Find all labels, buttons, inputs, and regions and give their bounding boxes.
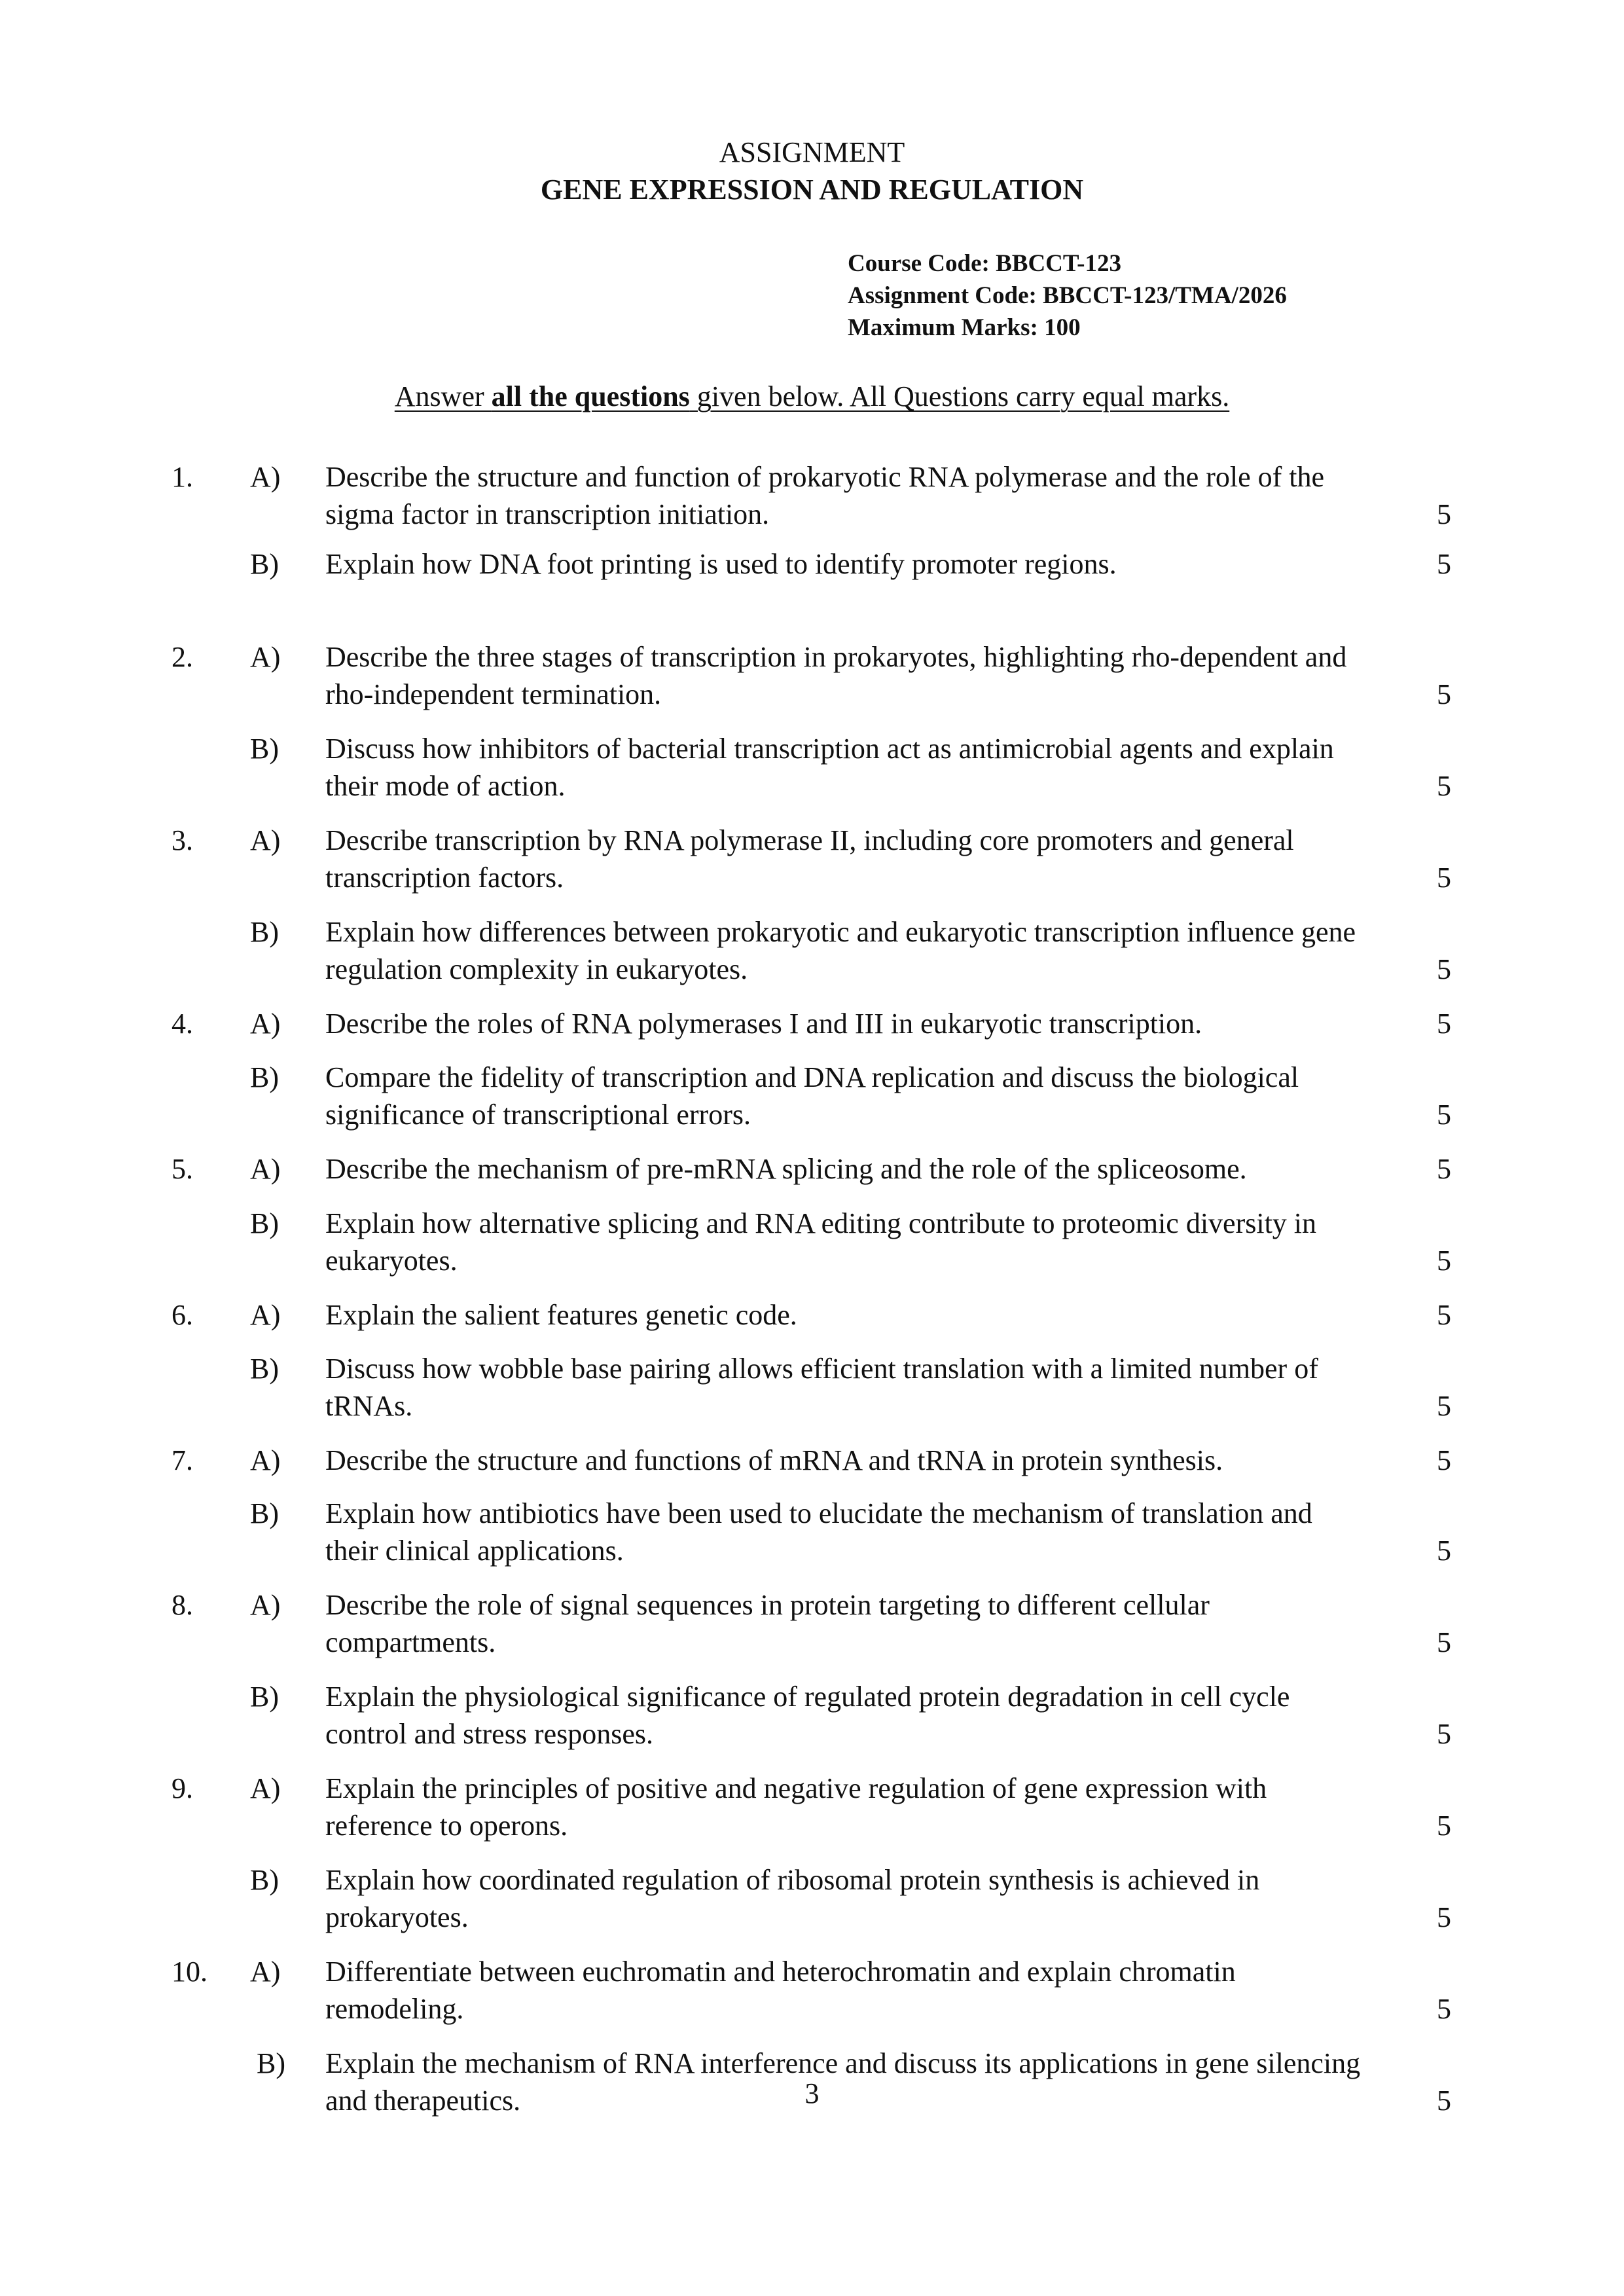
question-text-line: Describe the role of signal sequences in protein targeting to different cellular <box>325 1589 1210 1621</box>
question-text-line: control and stress responses. <box>325 1718 654 1750</box>
question-text-line: Compare the fidelity of transcription and DNA replication and discuss the biological <box>325 1061 1299 1093</box>
marks-value: 5 <box>1437 1099 1451 1131</box>
assignment-code: Assignment Code: BBCCT-123/TMA/2026 <box>848 282 1287 309</box>
part-label: A) <box>250 1444 281 1476</box>
part-label: A) <box>250 824 281 856</box>
question-text-line: compartments. <box>325 1626 496 1658</box>
part-label: A) <box>250 1153 281 1185</box>
question-number: 8. <box>171 1589 193 1621</box>
marks-value: 5 <box>1437 953 1451 985</box>
question-text <box>325 1953 1504 2028</box>
question-number: 5. <box>171 1153 193 1185</box>
question-number: 6. <box>171 1299 193 1331</box>
marks-value: 5 <box>1437 862 1451 894</box>
question-text-line: Explain how coordinated regulation of ribosomal protein synthesis is achieved in <box>325 1864 1260 1896</box>
question-text-line: regulation complexity in eukaryotes. <box>325 953 748 985</box>
question-text-line: eukaryotes. <box>325 1245 458 1277</box>
question-text <box>325 638 1504 713</box>
question-text-line: Describe the mechanism of pre-mRNA splicing and the role of the spliceosome. <box>325 1153 1247 1185</box>
part-label: A) <box>250 1299 281 1331</box>
question-text-line: Describe the structure and functions of mRNA and tRNA in protein synthesis. <box>325 1444 1223 1476</box>
part-label: A) <box>250 1956 281 1988</box>
question-text-line: Describe the structure and function of prokaryotic RNA polymerase and the role of the <box>325 461 1325 493</box>
question-number: 2. <box>171 641 193 673</box>
question-text-line: Describe the roles of RNA polymerases I and III in eukaryotic transcription. <box>325 1008 1202 1040</box>
marks-value: 5 <box>1437 1444 1451 1476</box>
question-text <box>325 1005 1504 1042</box>
part-label: B) <box>250 733 279 765</box>
question-text-line: prokaryotes. <box>325 1901 469 1933</box>
marks-value: 5 <box>1437 1390 1451 1422</box>
part-label: B) <box>250 916 279 948</box>
part-label: A) <box>250 1589 281 1621</box>
question-text <box>325 1205 1504 1279</box>
instruction-bold: all the questions <box>491 380 690 412</box>
question-number: 9. <box>171 1772 193 1804</box>
question-text-line: Explain how DNA foot printing is used to identify promoter regions. <box>325 548 1117 580</box>
part-label: B) <box>250 548 279 580</box>
instruction-before: Answer <box>394 380 492 412</box>
question-text <box>325 458 1504 533</box>
marks-value: 5 <box>1437 548 1451 580</box>
question-text <box>325 1770 1504 1844</box>
marks-value: 5 <box>1437 2085 1451 2117</box>
question-text <box>325 1495 1504 1569</box>
question-number: 10. <box>171 1956 208 1988</box>
question-text-line: Discuss how inhibitors of bacterial transcription act as antimicrobial agents and explain <box>325 733 1334 765</box>
question-text <box>325 1442 1504 1479</box>
document-title: GENE EXPRESSION AND REGULATION <box>540 173 1084 206</box>
question-text <box>325 545 1504 583</box>
question-text-line: significance of transcriptional errors. <box>325 1099 751 1131</box>
question-text-line: Differentiate between euchromatin and heterochromatin and explain chromatin <box>325 1956 1236 1988</box>
question-text-line: Discuss how wobble base pairing allows efficient translation with a limited number of <box>325 1353 1318 1385</box>
marks-value: 5 <box>1437 498 1451 530</box>
question-text <box>325 1350 1504 1425</box>
question-text-line: Explain how antibiotics have been used to elucidate the mechanism of translation and <box>325 1497 1312 1529</box>
question-text-line: rho-independent termination. <box>325 678 662 710</box>
question-number: 3. <box>171 824 193 856</box>
instruction-after: given below. All Questions carry equal marks. <box>689 380 1230 412</box>
question-text <box>325 1296 1504 1334</box>
marks-value: 5 <box>1437 1535 1451 1567</box>
question-text <box>325 1861 1504 1936</box>
question-text-line: Explain the mechanism of RNA interference and discuss its applications in gene silencing <box>325 2047 1361 2079</box>
marks-value: 5 <box>1437 1299 1451 1331</box>
part-label: B) <box>250 1497 279 1529</box>
question-text <box>325 1150 1504 1188</box>
part-label: A) <box>250 461 281 493</box>
question-number: 4. <box>171 1008 193 1040</box>
question-text-line: Explain the principles of positive and negative regulation of gene expression with <box>325 1772 1267 1804</box>
question-text <box>325 822 1504 896</box>
question-number: 7. <box>171 1444 193 1476</box>
part-label: B) <box>250 1864 279 1896</box>
part-label: A) <box>250 641 281 673</box>
question-text-line: their mode of action. <box>325 770 566 802</box>
marks-value: 5 <box>1437 1245 1451 1277</box>
question-text-line: transcription factors. <box>325 862 564 894</box>
marks-value: 5 <box>1437 1626 1451 1658</box>
marks-value: 5 <box>1437 1008 1451 1040</box>
question-text <box>325 730 1504 805</box>
question-text-line: Explain the physiological significance of regulated protein degradation in cell cycle <box>325 1681 1290 1713</box>
question-number: 1. <box>171 461 193 493</box>
question-text-line: Explain the salient features genetic code. <box>325 1299 797 1331</box>
part-label: B) <box>250 1061 279 1093</box>
question-text-line: and therapeutics. <box>325 2085 521 2117</box>
marks-value: 5 <box>1437 1810 1451 1842</box>
marks-value: 5 <box>1437 1718 1451 1750</box>
question-text-line: Describe transcription by RNA polymerase II, including core promoters and general <box>325 824 1294 856</box>
question-text <box>325 1586 1504 1661</box>
marks-value: 5 <box>1437 1901 1451 1933</box>
question-text-line: Explain how differences between prokaryotic and eukaryotic transcription influence gene <box>325 916 1356 948</box>
question-text <box>325 1059 1504 1133</box>
part-label: A) <box>250 1008 281 1040</box>
part-label: A) <box>250 1772 281 1804</box>
question-text <box>325 1678 1504 1753</box>
assignment-label: ASSIGNMENT <box>719 136 905 168</box>
question-text-line: remodeling. <box>325 1993 464 2025</box>
question-text-line: reference to operons. <box>325 1810 568 1842</box>
part-label: B) <box>250 1681 279 1713</box>
marks-value: 5 <box>1437 770 1451 802</box>
marks-value: 5 <box>1437 678 1451 710</box>
question-text-line: sigma factor in transcription initiation. <box>325 498 770 530</box>
part-label: B) <box>250 1207 279 1239</box>
marks-value: 5 <box>1437 1153 1451 1185</box>
question-text-line: Explain how alternative splicing and RNA editing contribute to proteomic diversity in <box>325 1207 1317 1239</box>
maximum-marks: Maximum Marks: 100 <box>848 314 1081 341</box>
part-label: B) <box>257 2047 285 2079</box>
course-code: Course Code: BBCCT-123 <box>848 250 1121 277</box>
marks-value: 5 <box>1437 1993 1451 2025</box>
page-number: 3 <box>804 2077 820 2109</box>
question-text-line: Describe the three stages of transcription in prokaryotes, highlighting rho-dependent and <box>325 641 1347 673</box>
part-label: B) <box>250 1353 279 1385</box>
question-text-line: their clinical applications. <box>325 1535 624 1567</box>
question-text-line: tRNAs. <box>325 1390 413 1422</box>
question-text <box>325 913 1504 988</box>
